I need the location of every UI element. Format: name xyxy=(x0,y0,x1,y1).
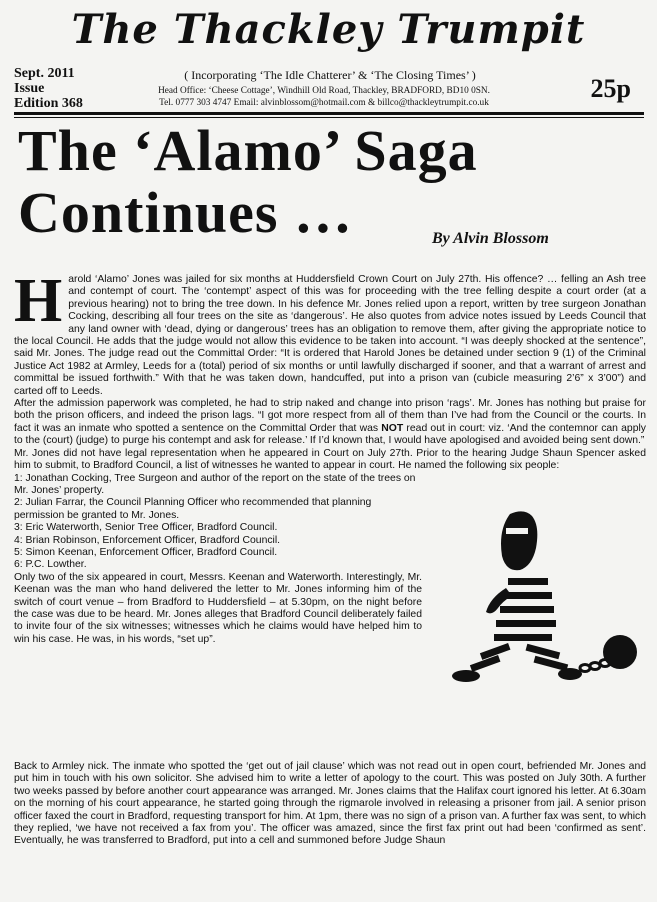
issue-info xyxy=(14,66,83,111)
issue-edition: Edition 368 xyxy=(14,96,83,111)
paragraph-5: Back to Armley nick. The inmate who spotted the ‘get out of jail clause’ which was not read out in open court, befriended Mr. Jones and put him in touch with his own solicitor. She advised him to write a letter of apology to the court. This was posted on July 30th. A further two weeks passed by before another court appearance was arranged. Mr. Jones claims that the Halifax court ignored his letter. At 6.30am on the morning of his court appearance, he started going through the rigmarole involved in releasing a prisoner from jail. A senior prison officer faxed the court in Bradford, requesting transport for him. At 1pm, there was no sign of a prison van. A further fax was sent, to which they replied, ‘we have not received a fax from you’. The officer was amazed, since the first fax print out had been ‘confirmed as sent’. Eventually, he was transferred to Bradford, put into a cell and summoned before Judge Shaun xyxy=(14,761,646,847)
dropcap: H xyxy=(14,267,63,335)
issue-date: Sept. 2011 xyxy=(14,66,75,81)
paragraph-1-text: arold ‘Alamo’ Jones was jailed for six months at Huddersfield Crown Court on July 27th. His offence? … felling an Ash tree and contempt of court. The ‘contempt’ aspect of this was for proceeding with the tree felling despite a court order (at a previous hearing) not to bring the tree down. In his defence Mr. Jones relied upon a report, written by tree surgeon Jonathan Cocking, describing all four trees on the site as ‘dangerous’. He also quotes from advice notes issued by Leeds Council that any land owner with ‘dead, dying or dangerous’ trees has an obligation to remove them, after giving the appropriate notice to the local Council. He adds that the judge would not allow this evidence to be taken into account. “I was deeply shocked at the sentence”, said Mr. Jones. The judge read out the Committal Order: “It is ordered that Harold Jones be detained under section 9 (1) of the Criminal Justice Act 1982 at Armley, Leeds for a (total) period of six months or until lawfully discharged if sooner, and that a warrant of arrest and committal be issued forthwith.” With that he was taken down, handcuffed, put into a prison van (cubicle measuring 2’6” x 3’00”) and carted off to Leeds. xyxy=(14,274,646,397)
incorporating-line: ( Incorporating ‘The Idle Chatterer’ & ‘The Closing Times’ ) xyxy=(184,68,476,82)
witness-item: 5: Simon Keenan, Enforcement Officer, Bradford Council. xyxy=(14,546,278,558)
article-continuation xyxy=(14,761,646,848)
paragraph-2-text-b: read out in court: viz. ‘And the contemnor can apply to the (court) (judge) to purge his contempt and ask for release.’ If I’d known that, I would have apologised and avoided being sent down.” xyxy=(14,422,646,447)
paragraph-2 xyxy=(14,398,646,448)
witness-item: 1: Jonathan Cocking, Tree Surgeon and author of the report on the state of the trees on Mr. Jones’ property. xyxy=(14,472,416,496)
prisoner-cartoon-illustration xyxy=(440,508,640,684)
paragraph-3: Mr. Jones did not have legal representation when he appeared in Court on July 27th. Prior to the hearing Judge Shaun Spencer asked him to submit, to Bradford Council, a list of witnesses he wanted to appear in court. He named the following six people: xyxy=(14,447,646,472)
witness-list xyxy=(14,473,422,647)
witness-item: 3: Eric Waterworth, Senior Tree Officer, Bradford Council. xyxy=(14,522,278,534)
headline-line-1: The ‘Alamo’ Saga xyxy=(18,118,478,183)
byline: By Alvin Blossom xyxy=(432,230,549,247)
witness-item: 6: P.C. Lowther. xyxy=(14,559,87,571)
address-line: Head Office: ‘Cheese Cottage’, Windhill Old Road, Thackley, BRADFORD, BD10 0SN. xyxy=(158,86,490,96)
witness-item: 2: Julian Farrar, the Council Planning Officer who recommended that planning permission be granted to Mr. Jones. xyxy=(14,497,372,521)
paragraph-4: Only two of the six appeared in court, Messrs. Keenan and Waterworth. Interestingly, Mr. Keenan was the man who hand delivered the letter to Mr. Jones informing him of the switch of court venue – from Bradford to Huddersfield – at 5.30pm, on the night before the case was due to be heard. Mr. Jones alleges that Bradford Council deliberately failed to invite four of the six witnesses; witnesses which he claims would have helped him to win his case. He was, in his words, “set up”. xyxy=(14,571,422,645)
contact-line: Tel. 0777 303 4747 Email: alvinblossom@hotmail.com & billco@thackleytrumpit.co.uk xyxy=(159,98,489,108)
masthead-address xyxy=(114,85,534,109)
headline-line-2: Continues … xyxy=(18,180,353,245)
masthead-rule-thick xyxy=(14,112,644,115)
paragraph-2-emphasis: NOT xyxy=(381,422,404,434)
price: 25p xyxy=(590,74,631,103)
headline xyxy=(18,120,478,244)
paragraph-1 xyxy=(14,267,646,398)
issue-label: Issue xyxy=(14,81,45,96)
paragraph-2-text-a: After the admission paperwork was completed, he had to strip naked and change into prison ‘rags’. Mr. Jones has nothing but praise for both the prison officers, and indeed the prison lags. “I got more respect from all of them than I’ve had from the Council or the courts. In fact it was an inmate who spotted a sentence on the Committal Order that was xyxy=(14,398,646,434)
witness-item: 4: Brian Robinson, Enforcement Officer, Bradford Council. xyxy=(14,534,281,546)
newspaper-title: The Thackley Trumpit xyxy=(71,6,586,53)
